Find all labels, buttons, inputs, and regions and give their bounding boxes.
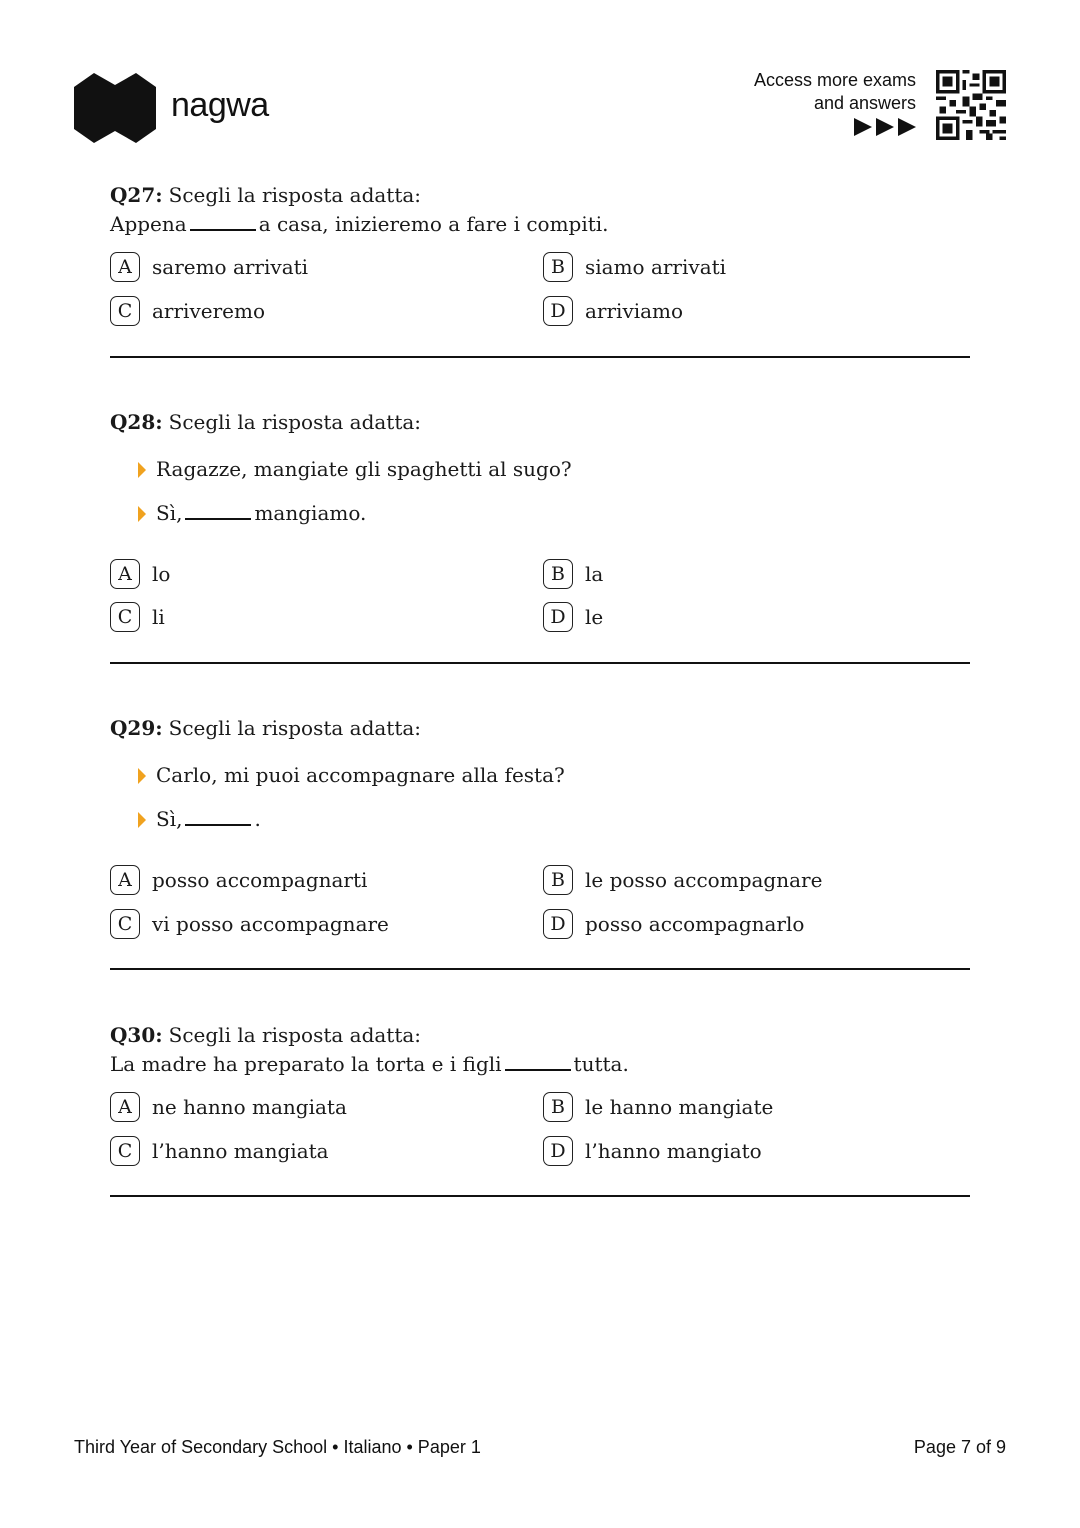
option-text: li — [152, 605, 165, 629]
option-text: l’hanno mangiato — [585, 1139, 762, 1163]
question-header — [110, 1021, 970, 1049]
option-letter: A — [110, 252, 140, 282]
option-text: posso accompagnarlo — [585, 912, 805, 936]
option-letter: C — [110, 602, 140, 632]
answer-blank — [505, 1051, 571, 1071]
question-number: Q28: — [110, 410, 163, 434]
option-text: vi posso accompagnare — [152, 912, 389, 936]
dialog-line-2 — [110, 804, 970, 848]
dialog-text-after: mangiamo. — [254, 501, 367, 525]
divider — [110, 968, 970, 970]
access-line-1: Access more exams — [753, 70, 916, 90]
question-header — [110, 408, 970, 436]
option-c[interactable] — [110, 600, 165, 634]
option-text: la — [585, 562, 604, 586]
question-number: Q27: — [110, 183, 163, 207]
option-text: le — [585, 605, 604, 629]
option-letter: A — [110, 559, 140, 589]
footer-page-number: Page 7 of 9 — [913, 1437, 1006, 1457]
option-a[interactable] — [110, 863, 367, 897]
option-letter: B — [543, 1092, 573, 1122]
option-letter: C — [110, 909, 140, 939]
dialog-text: Ragazze, mangiate gli spaghetti al sugo? — [156, 457, 572, 481]
sentence-after: a casa, inizieremo a fare i compiti. — [258, 212, 609, 236]
footer-course-info: Third Year of Secondary School • Italiano • Paper 1 — [74, 1437, 481, 1457]
dialog-line-2 — [110, 498, 970, 542]
question-27 — [110, 181, 970, 239]
option-letter: B — [543, 252, 573, 282]
divider — [110, 662, 970, 664]
dialog-text-before: Sì, — [156, 807, 183, 831]
option-b[interactable] — [543, 557, 603, 591]
option-text: arriviamo — [585, 299, 684, 323]
dialog-text-before: Sì, — [156, 501, 183, 525]
dialog-line-1 — [110, 760, 970, 804]
access-line-2: and answers — [813, 93, 916, 113]
nagwa-logo-icon — [74, 73, 156, 143]
bullet-arrow-icon — [138, 462, 146, 478]
option-text: lo — [152, 562, 171, 586]
question-sentence — [110, 1049, 970, 1079]
question-28 — [110, 408, 970, 542]
answer-blank — [190, 211, 256, 231]
option-c[interactable] — [110, 907, 389, 941]
option-letter: A — [110, 1092, 140, 1122]
option-text: arriveremo — [152, 299, 265, 323]
question-header — [110, 181, 970, 209]
option-text: ne hanno mangiata — [152, 1095, 347, 1119]
question-number: Q29: — [110, 716, 163, 740]
question-prompt: Scegli la risposta adatta: — [168, 410, 422, 434]
access-more-text[interactable] — [754, 69, 916, 115]
question-prompt: Scegli la risposta adatta: — [168, 716, 422, 740]
divider — [110, 1195, 970, 1197]
option-letter: A — [110, 865, 140, 895]
option-letter: B — [543, 865, 573, 895]
divider — [110, 356, 970, 358]
option-d[interactable] — [543, 600, 603, 634]
option-letter: D — [543, 909, 573, 939]
option-letter: C — [110, 1136, 140, 1166]
bullet-arrow-icon — [138, 812, 146, 828]
option-d[interactable] — [543, 294, 683, 328]
option-text: siamo arrivati — [585, 255, 727, 279]
dialog-line-1 — [110, 454, 970, 498]
option-c[interactable] — [110, 1134, 329, 1168]
bullet-arrow-icon — [138, 506, 146, 522]
option-c[interactable] — [110, 294, 265, 328]
question-prompt: Scegli la risposta adatta: — [168, 1023, 422, 1047]
question-number: Q30: — [110, 1023, 163, 1047]
sentence-after: tutta. — [573, 1052, 629, 1076]
question-29 — [110, 714, 970, 848]
answer-blank — [185, 806, 251, 826]
option-b[interactable] — [543, 1090, 773, 1124]
option-a[interactable] — [110, 557, 170, 591]
option-text: posso accompagnarti — [152, 868, 368, 892]
brand-name: nagwa — [171, 86, 269, 124]
option-letter: D — [543, 296, 573, 326]
answer-blank — [185, 500, 251, 520]
option-a[interactable] — [110, 250, 308, 284]
question-header — [110, 714, 970, 742]
option-text: le posso accompagnare — [585, 868, 823, 892]
option-letter: C — [110, 296, 140, 326]
option-b[interactable] — [543, 863, 822, 897]
option-d[interactable] — [543, 1134, 762, 1168]
question-prompt: Scegli la risposta adatta: — [168, 183, 422, 207]
triple-arrow-icon[interactable] — [854, 116, 918, 138]
sentence-before: La madre ha preparato la torta e i figli — [110, 1052, 502, 1076]
dialog-text: Carlo, mi puoi accompagnare alla festa? — [156, 763, 565, 787]
option-text: le hanno mangiate — [585, 1095, 774, 1119]
option-text: saremo arrivati — [152, 255, 309, 279]
question-30 — [110, 1021, 970, 1079]
bullet-arrow-icon — [138, 768, 146, 784]
sentence-before: Appena — [110, 212, 187, 236]
question-sentence — [110, 209, 970, 239]
option-letter: B — [543, 559, 573, 589]
option-letter: D — [543, 1136, 573, 1166]
option-letter: D — [543, 602, 573, 632]
qr-code-icon[interactable] — [936, 70, 1006, 140]
option-a[interactable] — [110, 1090, 347, 1124]
option-b[interactable] — [543, 250, 726, 284]
option-d[interactable] — [543, 907, 804, 941]
option-text: l’hanno mangiata — [152, 1139, 329, 1163]
dialog-text-after: . — [254, 807, 261, 831]
